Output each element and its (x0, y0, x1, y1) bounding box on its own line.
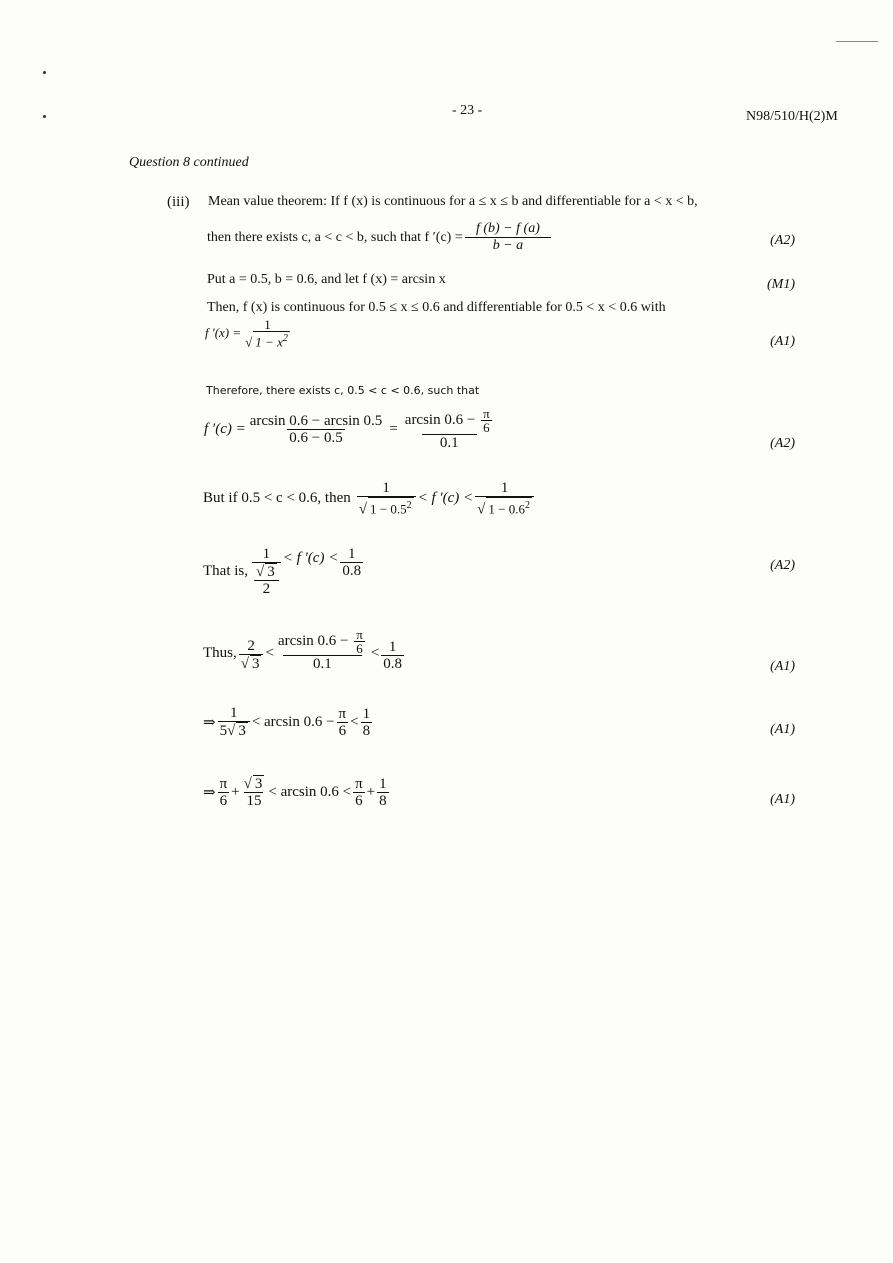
derivative-den: $1 - x^2$ (255, 333, 288, 350)
mvt-conclusion-text: then there exists c, a < c < b, such that f ′(c) = (207, 229, 463, 245)
mark-eq1: (A2) (770, 436, 795, 451)
mark-implies2: (A1) (770, 792, 795, 807)
derivative-lhs: f ′(x) = (205, 325, 242, 341)
that-is-line (203, 546, 365, 597)
mark-thus: (A1) (770, 659, 795, 674)
put-line: Put a = 0.5, b = 0.6, and let f (x) = arcsin x (207, 272, 446, 287)
margin-mark (43, 115, 46, 118)
question-heading: Question 8 continued (129, 155, 249, 170)
thus-fraction3: $\frac{1}{0.8}$ (383, 639, 403, 672)
thus-fraction2: arcsin 0.6 − $\frac{\pi}{6}$ 0.1 (277, 627, 363, 672)
then-line: Then, f (x) is continuous for 0.5 ≤ x ≤ 0.6 and differentiable for 0.5 < x < 0.6 with (207, 300, 666, 315)
eq1-line (204, 407, 498, 451)
but-if-text: But if 0.5 < c < 0.6, then (203, 490, 351, 507)
thus-line: Thus, $\frac{2}{√ 3}$ < arcsin 0.6 − $\frac{\pi}{6}$ 0.1 < $\frac{1}{0.8}$ (203, 627, 403, 672)
eq1-equals: = (389, 420, 398, 437)
derivative-num: 1 (264, 317, 271, 332)
eq1-fraction1 (248, 413, 385, 446)
but-if-mid: < f ′(c) < (417, 490, 474, 507)
part-label: (iii) (167, 194, 190, 210)
implies2-line: ⇒ $\frac{\pi}{6}$ + $\frac{√ 3}{15}$ < arcsin 0.6 < $\frac{\pi}{6}$ + $\frac{1}{8}$ (203, 775, 387, 809)
mark-mvt: (A2) (770, 233, 795, 248)
mvt-fraction (465, 221, 551, 254)
page-number: - 23 - (452, 103, 483, 118)
but-if-left-fraction: $\frac{1}{√ 1 - 0.5^2}$ (357, 480, 416, 517)
thus-fraction1: $\frac{2}{√ 3}$ (239, 638, 264, 672)
eq1-frac1-num: arcsin 0.6 − arcsin 0.5 (249, 412, 383, 429)
mark-that-is: (A2) (770, 558, 795, 573)
top-rule (836, 41, 878, 42)
mark-put: (M1) (767, 277, 795, 292)
mark-derivative: (A1) (770, 334, 795, 349)
eq1-lhs: f ′(c) = (204, 420, 246, 437)
derivative-fraction: 1 √ $1 - x^2$ (245, 317, 288, 350)
that-is-left-fraction: $\frac{1}{\frac{√ 3}{2}}$ (252, 546, 281, 597)
but-if-line (203, 480, 536, 517)
pi: π (483, 406, 490, 421)
derivative-line (205, 318, 294, 348)
document-reference: N98/510/H(2)M (746, 109, 838, 124)
that-is-mid: < f ′(c) < (282, 550, 339, 566)
eq1-frac1-den: 0.6 − 0.5 (289, 429, 343, 446)
eq1-frac2-num: arcsin 0.6 − (404, 411, 476, 428)
mvt-fraction-den: b − a (465, 237, 551, 254)
therefore-line: Therefore, there exists c, 0.5 < c < 0.6, such that (206, 384, 480, 397)
but-if-right-fraction: $\frac{1}{√ 1 - 0.6^2}$ (475, 480, 534, 517)
implies1-fraction1: $\frac{1}{5√ 3}$ (218, 705, 250, 739)
thus-text: Thus, (203, 645, 237, 661)
eq1-frac2-den: 0.1 (422, 434, 477, 451)
that-is-right-fraction: $\frac{1}{0.8}$ (342, 546, 362, 579)
eq1-fraction2: arcsin 0.6 − $\frac{\pi}{6}$ 0.1 (404, 406, 490, 451)
mvt-conclusion (207, 221, 553, 254)
mark-implies1: (A1) (770, 722, 795, 737)
that-is-text: That is, (203, 563, 248, 579)
implies1-line: ⇒ $\frac{1}{5√ 3}$ < arcsin 0.6 − $\frac{\pi}{6}$ < $\frac{1}{8}$ (203, 705, 371, 739)
mvt-fraction-num: f (b) − f (a) (476, 221, 540, 236)
margin-mark (43, 71, 46, 74)
mvt-statement: Mean value theorem: If f (x) is continuous for a ≤ x ≤ b and differentiable for a < x < b, (208, 194, 698, 209)
